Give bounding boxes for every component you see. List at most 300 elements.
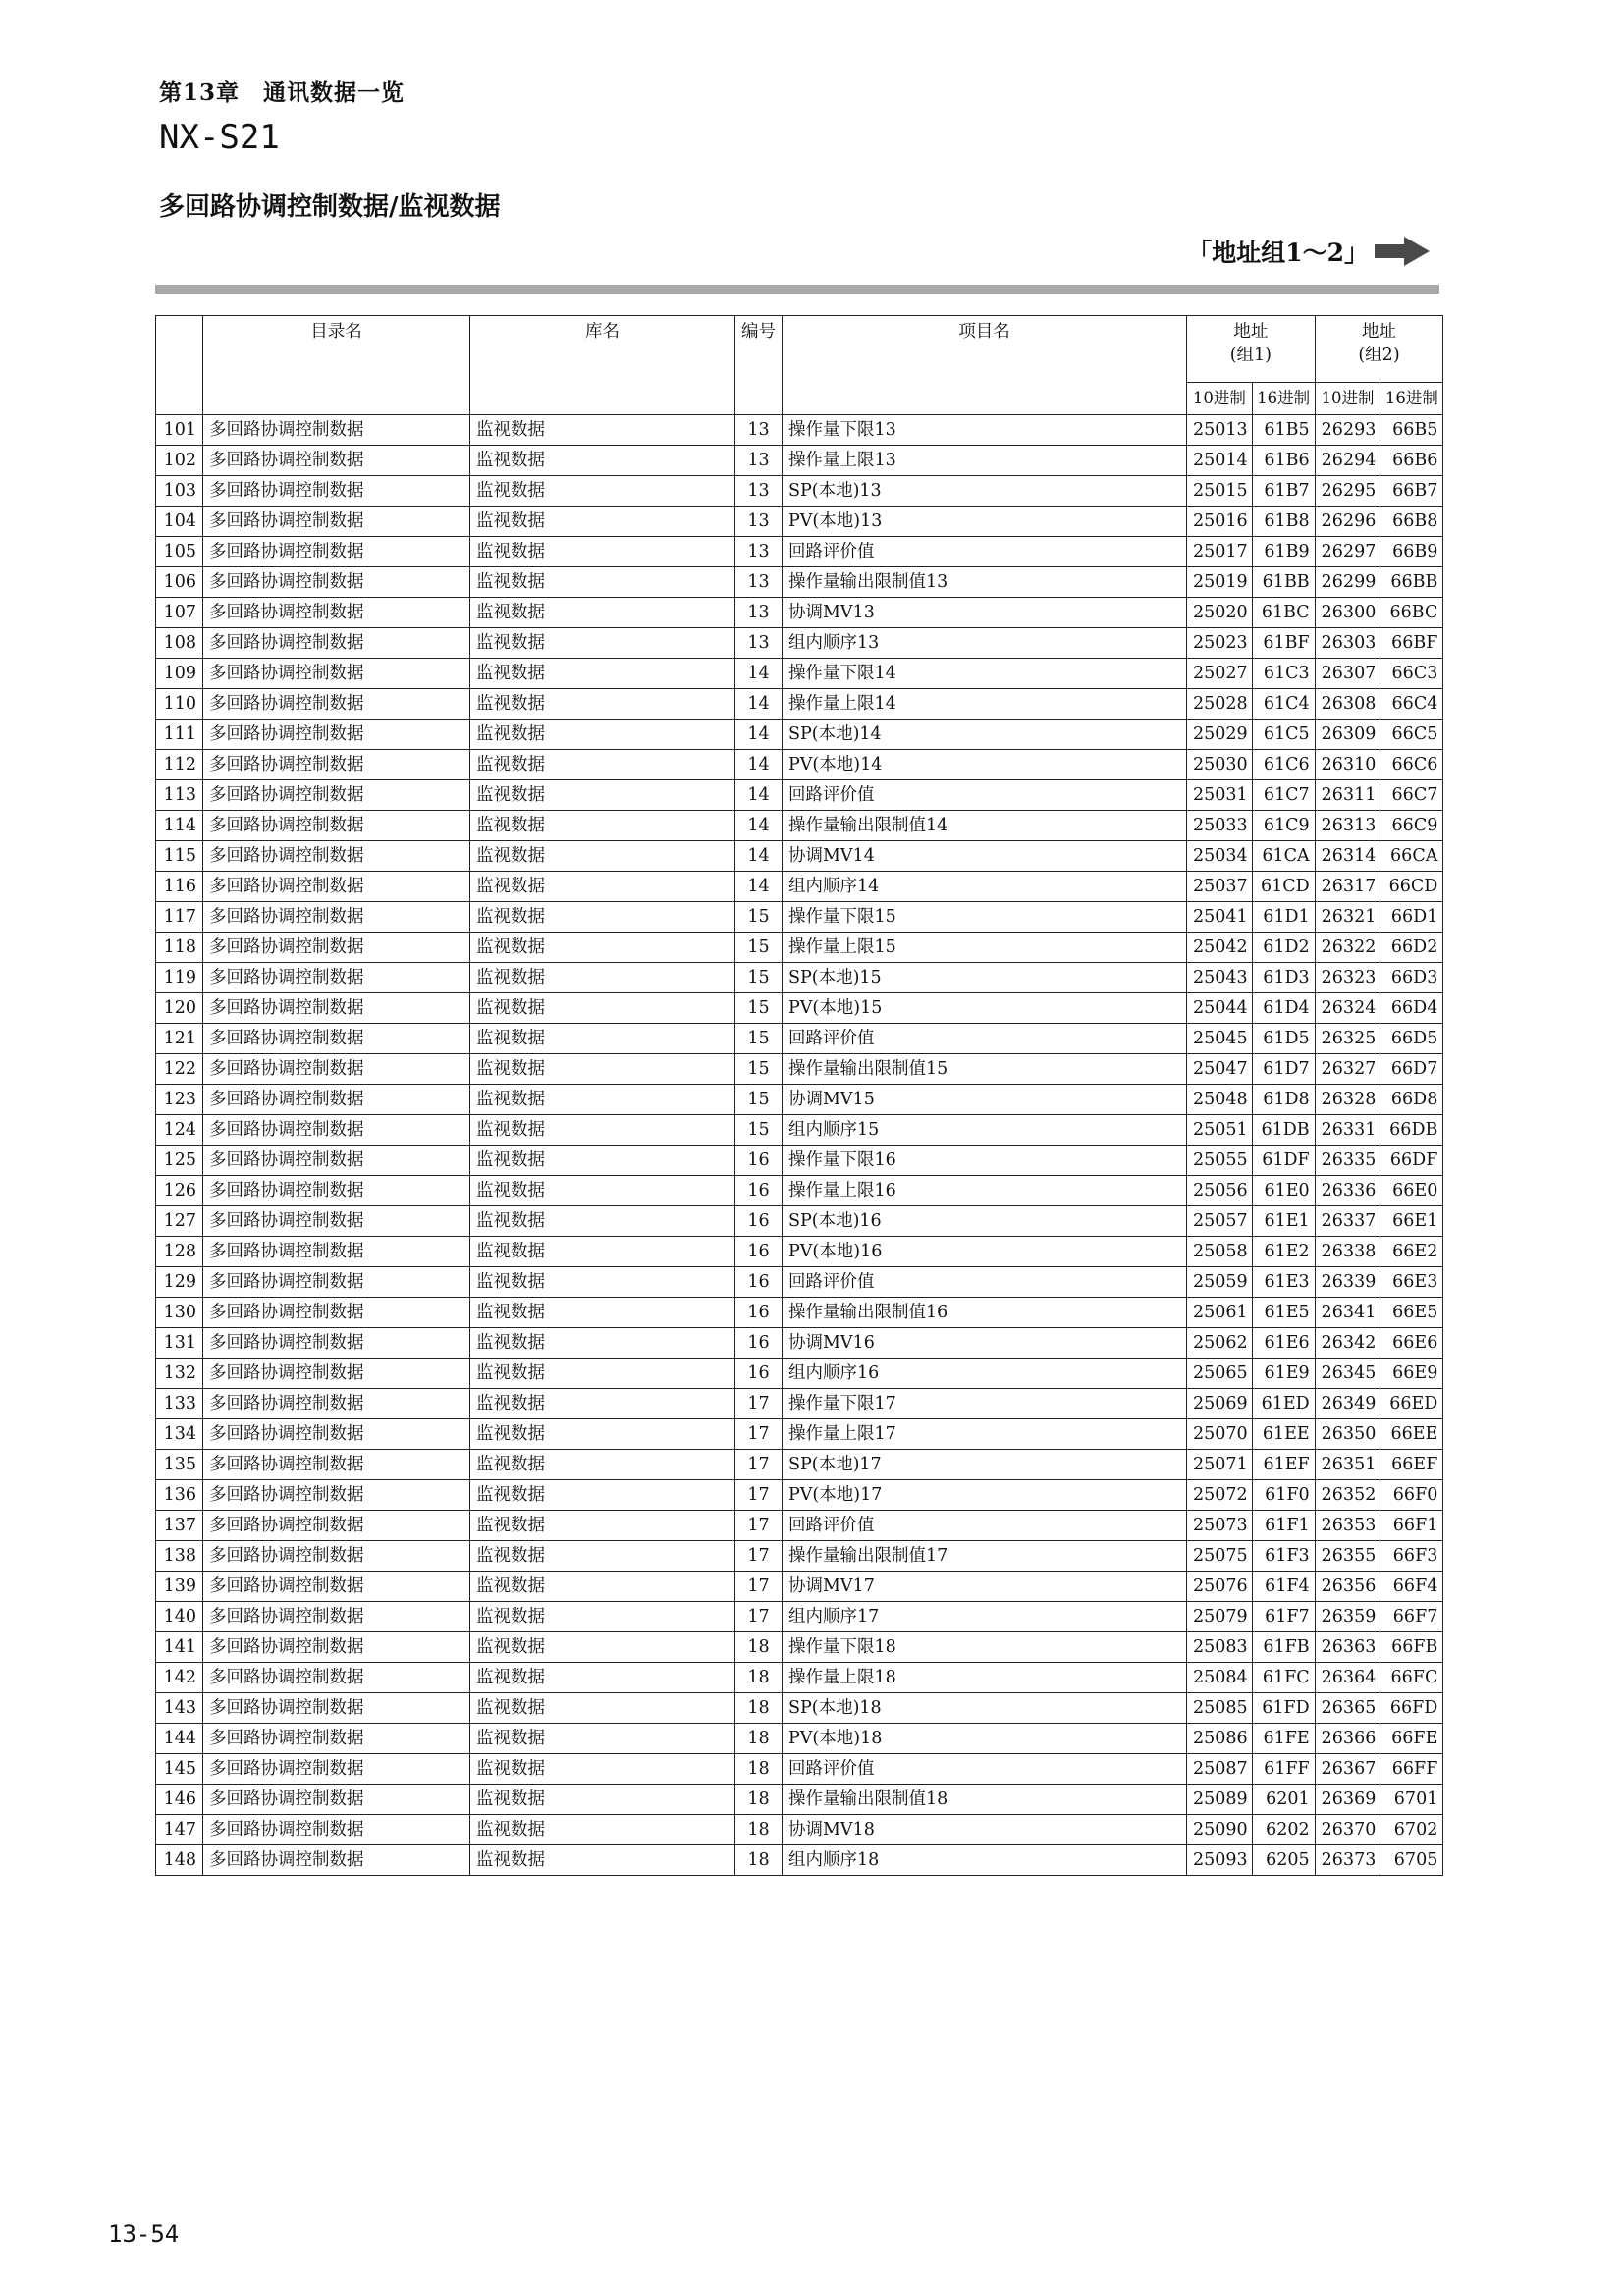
- g1-hex-cell: 61B6: [1252, 446, 1315, 476]
- item-cell: SP(本地)16: [783, 1206, 1187, 1237]
- table-row: [156, 659, 1443, 689]
- number-cell: 17: [735, 1480, 783, 1511]
- catalog-cell: 多回路协调控制数据: [203, 720, 470, 750]
- number-cell: 14: [735, 659, 783, 689]
- catalog-cell: 多回路协调控制数据: [203, 1541, 470, 1572]
- g2-dec-cell: 26349: [1315, 1389, 1380, 1419]
- catalog-cell: 多回路协调控制数据: [203, 1085, 470, 1115]
- item-cell: 操作量上限14: [783, 689, 1187, 720]
- item-cell: 操作量输出限制值17: [783, 1541, 1187, 1572]
- section-title: 多回路协调控制数据/监视数据: [159, 192, 501, 222]
- row-index: 138: [156, 1541, 203, 1572]
- table-row: [156, 993, 1443, 1024]
- catalog-cell: 多回路协调控制数据: [203, 1785, 470, 1815]
- library-cell: 监视数据: [470, 1267, 735, 1298]
- g2-hex-cell: 66FB: [1380, 1632, 1443, 1663]
- row-index: 125: [156, 1146, 203, 1176]
- catalog-cell: 多回路协调控制数据: [203, 1572, 470, 1602]
- table-row: [156, 1298, 1443, 1328]
- row-index: 121: [156, 1024, 203, 1054]
- item-cell: 组内顺序15: [783, 1115, 1187, 1146]
- g1-dec-cell: 25033: [1187, 811, 1253, 841]
- g1-hex-cell: 61CD: [1252, 872, 1315, 902]
- item-cell: SP(本地)14: [783, 720, 1187, 750]
- g1-hex-cell: 6202: [1252, 1815, 1315, 1845]
- g2-hex-cell: 66D7: [1380, 1054, 1443, 1085]
- g1-hex-cell: 61C9: [1252, 811, 1315, 841]
- g2-hex-cell: 66B5: [1380, 415, 1443, 446]
- g1-hex-cell: 61E0: [1252, 1176, 1315, 1206]
- library-cell: 监视数据: [470, 1663, 735, 1693]
- g2-hex-cell: 66E1: [1380, 1206, 1443, 1237]
- table-row: [156, 415, 1443, 446]
- number-cell: 13: [735, 567, 783, 598]
- table-row: [156, 446, 1443, 476]
- g1-hex-cell: 61E5: [1252, 1298, 1315, 1328]
- item-cell: SP(本地)13: [783, 476, 1187, 507]
- row-index: 120: [156, 993, 203, 1024]
- number-cell: 13: [735, 446, 783, 476]
- g2-dec-cell: 26350: [1315, 1419, 1380, 1450]
- table-row: [156, 1663, 1443, 1693]
- g2-dec-cell: 26355: [1315, 1541, 1380, 1572]
- g1-dec-cell: 25070: [1187, 1419, 1253, 1450]
- number-cell: 13: [735, 415, 783, 446]
- right-arrow-icon: [1375, 235, 1432, 268]
- library-cell: 监视数据: [470, 1419, 735, 1450]
- header-library: 库名: [470, 316, 735, 415]
- table-row: [156, 1572, 1443, 1602]
- g1-dec-cell: 25013: [1187, 415, 1253, 446]
- number-cell: 15: [735, 1085, 783, 1115]
- g1-hex-cell: 6205: [1252, 1845, 1315, 1876]
- g2-hex-cell: 66F7: [1380, 1602, 1443, 1632]
- g2-hex-cell: 66E5: [1380, 1298, 1443, 1328]
- g1-dec-cell: 25058: [1187, 1237, 1253, 1267]
- number-cell: 18: [735, 1632, 783, 1663]
- catalog-cell: 多回路协调控制数据: [203, 476, 470, 507]
- item-cell: 操作量输出限制值14: [783, 811, 1187, 841]
- g1-dec-cell: 25056: [1187, 1176, 1253, 1206]
- row-index: 137: [156, 1511, 203, 1541]
- g2-hex-cell: 6702: [1380, 1815, 1443, 1845]
- library-cell: 监视数据: [470, 1602, 735, 1632]
- g1-hex-cell: 61C5: [1252, 720, 1315, 750]
- g2-hex-cell: 66D5: [1380, 1024, 1443, 1054]
- catalog-cell: 多回路协调控制数据: [203, 1146, 470, 1176]
- g1-hex-cell: 61FF: [1252, 1754, 1315, 1785]
- g1-hex-cell: 61D5: [1252, 1024, 1315, 1054]
- row-index: 119: [156, 963, 203, 993]
- g1-hex-cell: 61B9: [1252, 537, 1315, 567]
- g1-dec-cell: 25076: [1187, 1572, 1253, 1602]
- item-cell: 回路评价值: [783, 537, 1187, 567]
- number-cell: 14: [735, 780, 783, 811]
- number-cell: 18: [735, 1724, 783, 1754]
- g2-dec-cell: 26299: [1315, 567, 1380, 598]
- number-cell: 16: [735, 1206, 783, 1237]
- row-index: 129: [156, 1267, 203, 1298]
- g1-dec-cell: 25043: [1187, 963, 1253, 993]
- row-index: 148: [156, 1845, 203, 1876]
- table-row: [156, 1450, 1443, 1480]
- table-row: [156, 1845, 1443, 1876]
- header-g1-hex: 16进制: [1252, 382, 1315, 414]
- table-row: [156, 1115, 1443, 1146]
- catalog-cell: 多回路协调控制数据: [203, 628, 470, 659]
- g1-dec-cell: 25044: [1187, 993, 1253, 1024]
- g1-hex-cell: 61C4: [1252, 689, 1315, 720]
- g2-dec-cell: 26370: [1315, 1815, 1380, 1845]
- g1-hex-cell: 61EE: [1252, 1419, 1315, 1450]
- number-cell: 17: [735, 1572, 783, 1602]
- row-index: 135: [156, 1450, 203, 1480]
- row-index: 122: [156, 1054, 203, 1085]
- table-row: [156, 1146, 1443, 1176]
- item-cell: 回路评价值: [783, 1267, 1187, 1298]
- g1-hex-cell: 61ED: [1252, 1389, 1315, 1419]
- number-cell: 16: [735, 1267, 783, 1298]
- row-index: 144: [156, 1724, 203, 1754]
- g1-hex-cell: 61E3: [1252, 1267, 1315, 1298]
- g1-hex-cell: 61DB: [1252, 1115, 1315, 1146]
- number-cell: 17: [735, 1450, 783, 1480]
- g2-hex-cell: 66E0: [1380, 1176, 1443, 1206]
- g2-hex-cell: 66E9: [1380, 1359, 1443, 1389]
- g2-dec-cell: 26369: [1315, 1785, 1380, 1815]
- g1-hex-cell: 61F3: [1252, 1541, 1315, 1572]
- g2-hex-cell: 66D2: [1380, 933, 1443, 963]
- table-row: [156, 537, 1443, 567]
- g2-dec-cell: 26303: [1315, 628, 1380, 659]
- library-cell: 监视数据: [470, 1724, 735, 1754]
- row-index: 145: [156, 1754, 203, 1785]
- g1-hex-cell: 61FD: [1252, 1693, 1315, 1724]
- item-cell: 操作量下限16: [783, 1146, 1187, 1176]
- library-cell: 监视数据: [470, 750, 735, 780]
- g1-dec-cell: 25059: [1187, 1267, 1253, 1298]
- address-group-text: 「地址组1～2」: [1187, 239, 1369, 267]
- g2-hex-cell: 66EE: [1380, 1419, 1443, 1450]
- g2-hex-cell: 66BF: [1380, 628, 1443, 659]
- library-cell: 监视数据: [470, 841, 735, 872]
- table-row: [156, 841, 1443, 872]
- catalog-cell: 多回路协调控制数据: [203, 1602, 470, 1632]
- g2-dec-cell: 26352: [1315, 1480, 1380, 1511]
- g2-hex-cell: 66C7: [1380, 780, 1443, 811]
- item-cell: 组内顺序13: [783, 628, 1187, 659]
- table-row: [156, 1419, 1443, 1450]
- address-group-label: [1187, 234, 1432, 269]
- g1-dec-cell: 25057: [1187, 1206, 1253, 1237]
- number-cell: 14: [735, 750, 783, 780]
- g1-hex-cell: 61FB: [1252, 1632, 1315, 1663]
- g1-dec-cell: 25027: [1187, 659, 1253, 689]
- row-index: 112: [156, 750, 203, 780]
- data-table-container: [155, 315, 1443, 1876]
- library-cell: 监视数据: [470, 1785, 735, 1815]
- g2-hex-cell: 66C4: [1380, 689, 1443, 720]
- table-row: [156, 507, 1443, 537]
- row-index: 113: [156, 780, 203, 811]
- table-row: [156, 1815, 1443, 1845]
- catalog-cell: 多回路协调控制数据: [203, 1845, 470, 1876]
- g1-dec-cell: 25019: [1187, 567, 1253, 598]
- number-cell: 13: [735, 507, 783, 537]
- row-index: 109: [156, 659, 203, 689]
- item-cell: 组内顺序17: [783, 1602, 1187, 1632]
- g2-dec-cell: 26338: [1315, 1237, 1380, 1267]
- g1-dec-cell: 25045: [1187, 1024, 1253, 1054]
- row-index: 128: [156, 1237, 203, 1267]
- g2-hex-cell: 66C3: [1380, 659, 1443, 689]
- g1-dec-cell: 25051: [1187, 1115, 1253, 1146]
- g1-hex-cell: 61BC: [1252, 598, 1315, 628]
- catalog-cell: 多回路协调控制数据: [203, 598, 470, 628]
- table-row: [156, 872, 1443, 902]
- g2-dec-cell: 26314: [1315, 841, 1380, 872]
- g1-dec-cell: 25055: [1187, 1146, 1253, 1176]
- library-cell: 监视数据: [470, 1328, 735, 1359]
- item-cell: 操作量下限15: [783, 902, 1187, 933]
- g1-hex-cell: 61DF: [1252, 1146, 1315, 1176]
- g1-hex-cell: 61E1: [1252, 1206, 1315, 1237]
- item-cell: 协调MV18: [783, 1815, 1187, 1845]
- g1-dec-cell: 25041: [1187, 902, 1253, 933]
- header-item: 项目名: [783, 316, 1187, 415]
- catalog-cell: 多回路协调控制数据: [203, 1815, 470, 1845]
- g1-dec-cell: 25072: [1187, 1480, 1253, 1511]
- g2-hex-cell: 6701: [1380, 1785, 1443, 1815]
- table-row: [156, 1724, 1443, 1754]
- g1-dec-cell: 25042: [1187, 933, 1253, 963]
- number-cell: 18: [735, 1815, 783, 1845]
- library-cell: 监视数据: [470, 933, 735, 963]
- table-row: [156, 720, 1443, 750]
- number-cell: 15: [735, 993, 783, 1024]
- g2-dec-cell: 26339: [1315, 1267, 1380, 1298]
- catalog-cell: 多回路协调控制数据: [203, 1024, 470, 1054]
- catalog-cell: 多回路协调控制数据: [203, 446, 470, 476]
- catalog-cell: 多回路协调控制数据: [203, 1115, 470, 1146]
- library-cell: 监视数据: [470, 659, 735, 689]
- g1-dec-cell: 25087: [1187, 1754, 1253, 1785]
- g2-hex-cell: 66BB: [1380, 567, 1443, 598]
- catalog-cell: 多回路协调控制数据: [203, 841, 470, 872]
- number-cell: 13: [735, 628, 783, 659]
- g1-dec-cell: 25089: [1187, 1785, 1253, 1815]
- catalog-cell: 多回路协调控制数据: [203, 750, 470, 780]
- g2-dec-cell: 26365: [1315, 1693, 1380, 1724]
- g2-hex-cell: 66DF: [1380, 1146, 1443, 1176]
- library-cell: 监视数据: [470, 1146, 735, 1176]
- item-cell: 操作量上限13: [783, 446, 1187, 476]
- g2-hex-cell: 66BC: [1380, 598, 1443, 628]
- table-row: [156, 1754, 1443, 1785]
- g2-hex-cell: 66B6: [1380, 446, 1443, 476]
- item-cell: 协调MV17: [783, 1572, 1187, 1602]
- table-row: [156, 1085, 1443, 1115]
- library-cell: 监视数据: [470, 537, 735, 567]
- number-cell: 14: [735, 811, 783, 841]
- g1-hex-cell: 61B5: [1252, 415, 1315, 446]
- g1-dec-cell: 25031: [1187, 780, 1253, 811]
- item-cell: 操作量上限16: [783, 1176, 1187, 1206]
- row-index: 133: [156, 1389, 203, 1419]
- item-cell: PV(本地)15: [783, 993, 1187, 1024]
- table-row: [156, 1054, 1443, 1085]
- catalog-cell: 多回路协调控制数据: [203, 1176, 470, 1206]
- item-cell: PV(本地)16: [783, 1237, 1187, 1267]
- g2-hex-cell: 66F1: [1380, 1511, 1443, 1541]
- library-cell: 监视数据: [470, 628, 735, 659]
- g2-dec-cell: 26293: [1315, 415, 1380, 446]
- g2-dec-cell: 26324: [1315, 993, 1380, 1024]
- row-index: 106: [156, 567, 203, 598]
- catalog-cell: 多回路协调控制数据: [203, 1724, 470, 1754]
- table-row: [156, 1602, 1443, 1632]
- row-index: 124: [156, 1115, 203, 1146]
- library-cell: 监视数据: [470, 872, 735, 902]
- catalog-cell: 多回路协调控制数据: [203, 780, 470, 811]
- g1-dec-cell: 25083: [1187, 1632, 1253, 1663]
- library-cell: 监视数据: [470, 507, 735, 537]
- g2-hex-cell: 6705: [1380, 1845, 1443, 1876]
- number-cell: 18: [735, 1754, 783, 1785]
- g2-dec-cell: 26296: [1315, 507, 1380, 537]
- header-row: [156, 316, 1443, 383]
- g1-hex-cell: 61F7: [1252, 1602, 1315, 1632]
- catalog-cell: 多回路协调控制数据: [203, 1298, 470, 1328]
- item-cell: 协调MV15: [783, 1085, 1187, 1115]
- g2-hex-cell: 66FE: [1380, 1724, 1443, 1754]
- g1-hex-cell: 6201: [1252, 1785, 1315, 1815]
- g2-dec-cell: 26351: [1315, 1450, 1380, 1480]
- g2-dec-cell: 26364: [1315, 1663, 1380, 1693]
- row-index: 101: [156, 415, 203, 446]
- g1-hex-cell: 61FC: [1252, 1663, 1315, 1693]
- number-cell: 15: [735, 1115, 783, 1146]
- row-index: 136: [156, 1480, 203, 1511]
- g1-dec-cell: 25069: [1187, 1389, 1253, 1419]
- g1-hex-cell: 61F0: [1252, 1480, 1315, 1511]
- g2-hex-cell: 66D8: [1380, 1085, 1443, 1115]
- catalog-cell: 多回路协调控制数据: [203, 659, 470, 689]
- catalog-cell: 多回路协调控制数据: [203, 1267, 470, 1298]
- number-cell: 13: [735, 598, 783, 628]
- g1-dec-cell: 25061: [1187, 1298, 1253, 1328]
- row-index: 102: [156, 446, 203, 476]
- item-cell: 操作量输出限制值16: [783, 1298, 1187, 1328]
- catalog-cell: 多回路协调控制数据: [203, 1389, 470, 1419]
- library-cell: 监视数据: [470, 720, 735, 750]
- g2-dec-cell: 26307: [1315, 659, 1380, 689]
- number-cell: 17: [735, 1541, 783, 1572]
- g1-dec-cell: 25093: [1187, 1845, 1253, 1876]
- g1-hex-cell: 61C3: [1252, 659, 1315, 689]
- g2-dec-cell: 26335: [1315, 1146, 1380, 1176]
- header-g2-dec: 10进制: [1315, 382, 1380, 414]
- catalog-cell: 多回路协调控制数据: [203, 567, 470, 598]
- g2-dec-cell: 26294: [1315, 446, 1380, 476]
- library-cell: 监视数据: [470, 1450, 735, 1480]
- row-index: 147: [156, 1815, 203, 1845]
- catalog-cell: 多回路协调控制数据: [203, 1359, 470, 1389]
- g2-dec-cell: 26366: [1315, 1724, 1380, 1754]
- g1-dec-cell: 25034: [1187, 841, 1253, 872]
- row-index: 139: [156, 1572, 203, 1602]
- g2-hex-cell: 66E2: [1380, 1237, 1443, 1267]
- number-cell: 13: [735, 476, 783, 507]
- g1-hex-cell: 61C6: [1252, 750, 1315, 780]
- g2-dec-cell: 26353: [1315, 1511, 1380, 1541]
- library-cell: 监视数据: [470, 1389, 735, 1419]
- catalog-cell: 多回路协调控制数据: [203, 1693, 470, 1724]
- row-index: 116: [156, 872, 203, 902]
- number-cell: 15: [735, 902, 783, 933]
- g1-hex-cell: 61E9: [1252, 1359, 1315, 1389]
- row-index: 111: [156, 720, 203, 750]
- row-index: 141: [156, 1632, 203, 1663]
- catalog-cell: 多回路协调控制数据: [203, 1754, 470, 1785]
- table-row: [156, 1328, 1443, 1359]
- catalog-cell: 多回路协调控制数据: [203, 1419, 470, 1450]
- library-cell: 监视数据: [470, 1693, 735, 1724]
- table-row: [156, 1237, 1443, 1267]
- table-row: [156, 476, 1443, 507]
- table-row: [156, 598, 1443, 628]
- table-row: [156, 1480, 1443, 1511]
- number-cell: 15: [735, 963, 783, 993]
- g2-hex-cell: 66E3: [1380, 1267, 1443, 1298]
- header-address-group2-sub: (组2): [1358, 346, 1400, 365]
- table-row: [156, 1389, 1443, 1419]
- g2-dec-cell: 26363: [1315, 1632, 1380, 1663]
- table-row: [156, 1693, 1443, 1724]
- g2-hex-cell: 66FF: [1380, 1754, 1443, 1785]
- page-number: 13-54: [108, 2220, 180, 2248]
- item-cell: 组内顺序16: [783, 1359, 1187, 1389]
- g1-hex-cell: 61E6: [1252, 1328, 1315, 1359]
- table-row: [156, 567, 1443, 598]
- header-address-group1-label: 地址: [1233, 322, 1269, 342]
- g2-hex-cell: 66C5: [1380, 720, 1443, 750]
- item-cell: 回路评价值: [783, 780, 1187, 811]
- catalog-cell: 多回路协调控制数据: [203, 415, 470, 446]
- g2-dec-cell: 26328: [1315, 1085, 1380, 1115]
- catalog-cell: 多回路协调控制数据: [203, 689, 470, 720]
- table-row: [156, 1632, 1443, 1663]
- g2-dec-cell: 26336: [1315, 1176, 1380, 1206]
- table-row: [156, 1541, 1443, 1572]
- table-row: [156, 750, 1443, 780]
- item-cell: 操作量输出限制值18: [783, 1785, 1187, 1815]
- item-cell: PV(本地)14: [783, 750, 1187, 780]
- library-cell: 监视数据: [470, 689, 735, 720]
- g1-hex-cell: 61D7: [1252, 1054, 1315, 1085]
- g2-dec-cell: 26331: [1315, 1115, 1380, 1146]
- g1-dec-cell: 25020: [1187, 598, 1253, 628]
- header-index: [156, 316, 203, 415]
- g1-dec-cell: 25014: [1187, 446, 1253, 476]
- table-row: [156, 1024, 1443, 1054]
- library-cell: 监视数据: [470, 1024, 735, 1054]
- g2-dec-cell: 26345: [1315, 1359, 1380, 1389]
- g2-hex-cell: 66CD: [1380, 872, 1443, 902]
- g1-dec-cell: 25016: [1187, 507, 1253, 537]
- catalog-cell: 多回路协调控制数据: [203, 872, 470, 902]
- g2-hex-cell: 66FD: [1380, 1693, 1443, 1724]
